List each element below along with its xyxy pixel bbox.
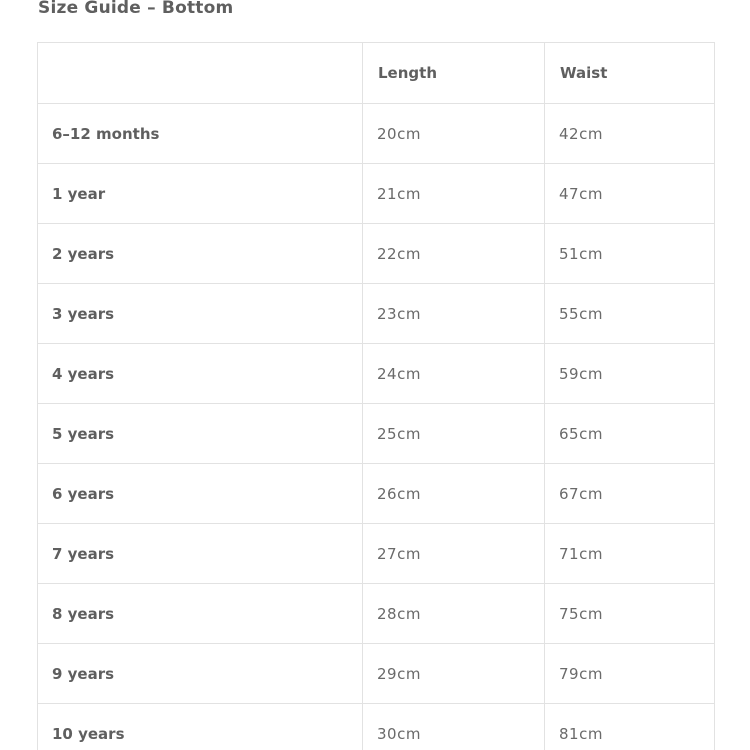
table-row	[38, 344, 715, 404]
length-cell: 24cm	[363, 344, 545, 404]
table-row	[38, 164, 715, 224]
waist-cell: 59cm	[545, 344, 715, 404]
table-row	[38, 464, 715, 524]
size-cell: 7 years	[38, 524, 363, 584]
header-length: Length	[363, 43, 545, 104]
waist-cell: 42cm	[545, 104, 715, 164]
waist-cell: 55cm	[545, 284, 715, 344]
table-row	[38, 224, 715, 284]
length-cell: 21cm	[363, 164, 545, 224]
table-row	[38, 104, 715, 164]
page-title: Size Guide – Bottom	[38, 0, 234, 18]
size-cell: 1 year	[38, 164, 363, 224]
table-row	[38, 584, 715, 644]
size-cell: 6 years	[38, 464, 363, 524]
size-cell: 2 years	[38, 224, 363, 284]
waist-cell: 81cm	[545, 704, 715, 750]
header-size	[38, 43, 363, 104]
size-cell: 5 years	[38, 404, 363, 464]
length-cell: 28cm	[363, 584, 545, 644]
size-cell: 8 years	[38, 584, 363, 644]
size-cell: 9 years	[38, 644, 363, 704]
size-cell: 10 years	[38, 704, 363, 750]
table-row	[38, 284, 715, 344]
length-cell: 29cm	[363, 644, 545, 704]
size-cell: 6–12 months	[38, 104, 363, 164]
waist-cell: 67cm	[545, 464, 715, 524]
length-cell: 30cm	[363, 704, 545, 750]
table-row	[38, 524, 715, 584]
length-cell: 27cm	[363, 524, 545, 584]
table-row	[38, 404, 715, 464]
waist-cell: 79cm	[545, 644, 715, 704]
length-cell: 25cm	[363, 404, 545, 464]
waist-cell: 75cm	[545, 584, 715, 644]
size-guide-table	[37, 42, 715, 750]
header-waist: Waist	[545, 43, 715, 104]
table-row	[38, 704, 715, 750]
waist-cell: 65cm	[545, 404, 715, 464]
waist-cell: 51cm	[545, 224, 715, 284]
length-cell: 20cm	[363, 104, 545, 164]
size-cell: 3 years	[38, 284, 363, 344]
waist-cell: 47cm	[545, 164, 715, 224]
size-cell: 4 years	[38, 344, 363, 404]
length-cell: 22cm	[363, 224, 545, 284]
length-cell: 23cm	[363, 284, 545, 344]
waist-cell: 71cm	[545, 524, 715, 584]
table-row	[38, 644, 715, 704]
length-cell: 26cm	[363, 464, 545, 524]
table-header-row	[38, 43, 715, 104]
